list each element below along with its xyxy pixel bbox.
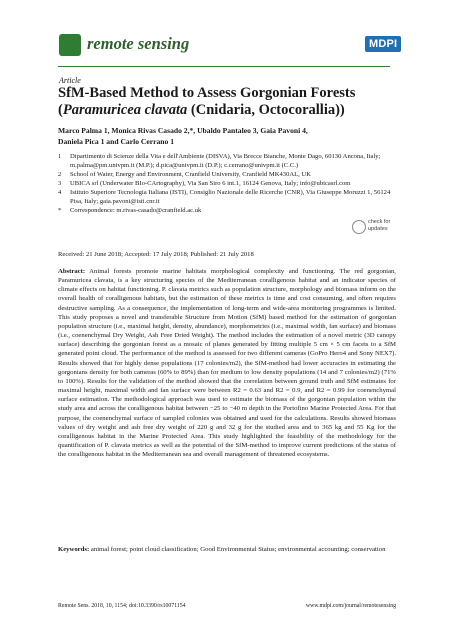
correspondence: * Correspondence: m.rivas-casado@cranfield.ac.uk xyxy=(58,207,202,214)
citation-footer: Remote Sens. 2018, 10, 1154; doi:10.3390/rs10071154 xyxy=(58,603,186,609)
affiliation-item: 3 UBICA srl (Underwater BIo-CArtography), Via San Siro 6 int.1, 16124 Genova, Italy; info@ubicasrl.com xyxy=(58,180,351,187)
article-title: SfM-Based Method to Assess Gorgonian Forests (Paramuricea clavata (Cnidaria, Octocorallia)) xyxy=(58,85,356,118)
journal-name: remote sensing xyxy=(87,34,190,53)
check-for-updates-button[interactable]: check for updates xyxy=(352,218,396,236)
keywords xyxy=(58,545,396,554)
abstract-text: Animal forests promote marine habitats morphological complexity and functioning. The red gorgonian, Paramuricea clavata, is a key structuring species of the Mediterranean coralligenous habitat and an indicator species of climate effects on habitat functioning. P. clavata metrics such as population structure, morphology and biomass inform on the overall health of coralligenous habitats, but the estimation of these metrics is time and cost consuming, and often requires destructive sampling. As a consequence, the implementation of long-term and wide-area monitoring programmes is limited. This study proposes a novel and transferable Structure from Motion (SfM) based method for the estimation of gorgonian population structure (i.e., maximal height, density, abundance), morphometries (i.e., maximal width, fan surface) and biomass (i.e., coenenchymal Dry Weight, Ash Free Dried Weight). The method includes the estimation of a novel metric (3D canopy surface) describing the gorgonian forest as a mosaic of planes generated by fitting multiple 5 cm × 5 cm facets to a SfM generated point cloud. The performance of the method is assessed for two different cameras (GoPro Hero4 and Sony NEX7). Results showed that for highly dense populations (17 colonies/m2), the SfM-method had lower accuracies in estimating the gorgonians density for both cameras (60% to 89%) than for medium to low density populations (14 and 7 colonies/m2) (71% to 100%). Results for the validation of the method showed that the correlation between ground truth and SfM estimates for maximal height, maximal width and fan surface were between R2 = 0.63 and R2 = 0.9, and R2 = 0.99 for coenenchymal surface estimation. The methodological approach was used to estimate the biomass of the gorgonian population within the study area and across the coralligenous habitat between −25 to −40 m depth in the Portofino Marine Protected Area. For that purpose, the coenenchymal surface of sampled colonies was obtained and used for the calculations. Results showed biomass values of dry weight and ash free dry weight of 220 g and 32 g for the studied area and to 365 kg and 55 Kg for the coralligenous habitat in the Marine Protected Area. This study highlighted the feasibility of the methodology for the quantification of P. clavata metrics as well as the potential of the SfM-method to improve current predictions of the status of the coralligenous habitat in the Mediterranean sea and overall management of threatened ecosystems. xyxy=(58,268,396,459)
abstract-label: Abstract: xyxy=(58,268,86,275)
journal-url-link[interactable]: www.mdpi.com/journal/remotesensing xyxy=(305,603,396,609)
article-type: Article xyxy=(59,76,81,85)
keywords-label: Keywords: xyxy=(58,546,90,553)
affiliation-item: 2 School of Water, Energy and Environment, Cranfield University, Cranfield MK430AL, UK xyxy=(58,171,311,178)
authors-line-2: Daniela Pica 1 and Carlo Cerrano 1 xyxy=(58,137,175,146)
journal-logo-icon xyxy=(59,34,81,56)
keywords-text: animal forest; point cloud classification; Good Environmental Status; environmental accounting; conservation xyxy=(90,546,386,553)
abstract xyxy=(58,267,396,459)
publication-dates: Received: 21 June 2018; Accepted: 17 July 2018; Published: 21 July 2018 xyxy=(58,251,254,258)
affiliation-item: 1 Dipartimento di Scienze della Vita e dell'Ambiente (DISVA), Via Brecce Bianche, Monte Dago, 60130 Ancona, Italy; m.palma@pm.univpm.it (M.P.); d.pica@univpm.it (D.P.); c.cerrano@univpm.it (C.C.) xyxy=(58,153,381,169)
header-divider xyxy=(58,66,390,67)
author-list xyxy=(58,125,398,147)
check-updates-icon xyxy=(352,220,366,234)
affiliation-item: 4 Istituto Superiore Tecnologia Italiana (ISTI), Consiglio Nazionale delle Ricerche (CNR), Via Giuseppe Moruzzi 1, 56124 Pisa, Italy; gaia.pavoni@isti.cnr.it xyxy=(58,189,391,205)
affiliations xyxy=(58,152,403,215)
publisher-logo: MDPI xyxy=(365,36,401,52)
authors-line-1: Marco Palma 1, Monica Rivas Casado 2,*, Ubaldo Pantaleo 3, Gaia Pavoni 4, xyxy=(58,126,308,135)
